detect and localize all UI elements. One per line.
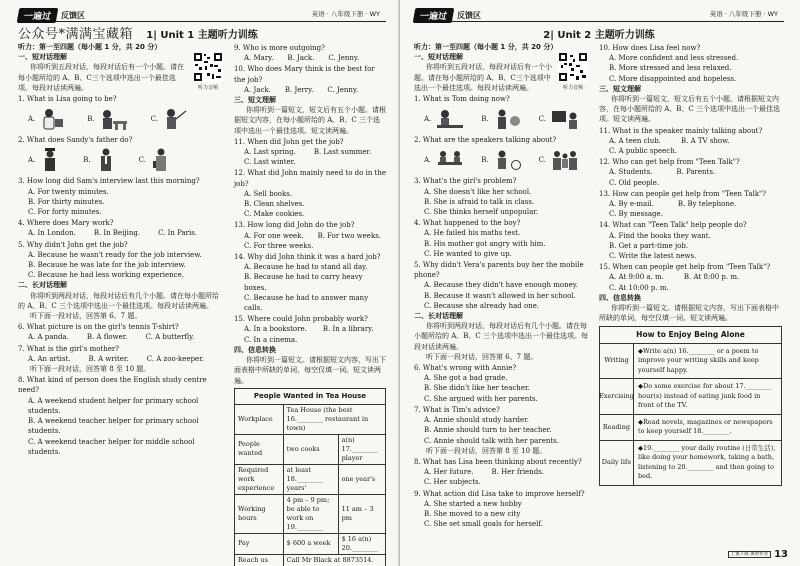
table-cell: People wanted [234, 434, 283, 464]
qr-code-icon [558, 52, 588, 82]
option[interactable]: A. A panda. [28, 333, 69, 342]
option-row [234, 85, 386, 95]
businessman-icon[interactable] [95, 147, 117, 173]
option[interactable]: A. Last spring. [243, 148, 296, 157]
question-9: 9. Who is more outgoing? [233, 44, 325, 52]
box-label: Reading [600, 415, 634, 440]
table-cell[interactable]: a(n) 17.________ player [338, 434, 385, 464]
option[interactable]: B. A flower. [86, 333, 128, 342]
option[interactable]: B. At 8:00 p. m. [683, 273, 740, 282]
question-12: 12. Who can get help from "Teen Talk"? [599, 158, 740, 167]
option[interactable]: B. Annie should turn to her teacher. [424, 426, 552, 435]
option[interactable]: A. A weekend student helper for primary school students. [28, 396, 199, 415]
tv-watching-icon[interactable] [550, 107, 580, 131]
option[interactable]: C. She thinks herself unpopular. [424, 208, 539, 217]
question-10: 10. How does Lisa feel now? [599, 44, 701, 52]
option[interactable]: B. Because he was late for the job interview. [28, 261, 186, 270]
part2-intro: 你将听到两段对话，每段对话后有几个小题。请在每小题所给的 A、B、C 三个选项中选出一个最佳选项。每段对话读两遍。 [18, 291, 219, 310]
option[interactable]: C. She argued with her parents. [424, 394, 538, 403]
option-letter: B. [481, 115, 489, 124]
option[interactable]: C. Because she already had one. [424, 301, 540, 310]
box-row [600, 344, 781, 380]
question-7: 7. What is Tim's advice? [414, 405, 500, 414]
part2-note: 听下面一段对话，回答第 6、7 题。 [30, 312, 142, 321]
option[interactable]: A. Students. [609, 168, 653, 177]
option[interactable]: C. Last winter. [243, 158, 296, 167]
part2-note: 听下面一段对话，回答第 8 至 10 题。 [30, 365, 151, 374]
question-7: 7. What is the girl's mother? [18, 344, 120, 353]
question-13: 13. How long did John do the job? [233, 221, 355, 230]
question-8: 8. What has Lisa been thinking about recently? [414, 457, 582, 466]
option[interactable]: B. She is afraid to talk in class. [424, 197, 535, 206]
option-letter: A. [28, 156, 36, 165]
handwritten-note: 公众号*满满宝藏箱 [18, 27, 134, 42]
question-11: 11. When did John get the job? [233, 137, 344, 146]
table-cell: Reach us [234, 554, 283, 566]
option[interactable]: A. For one week. [243, 231, 304, 240]
table-cell: $ 600 a week [283, 533, 338, 554]
box-label: Daily life [600, 441, 634, 485]
part2-note: 听下面一段对话，回答第 6、7 题。 [426, 352, 538, 361]
question-2: 2. What does Sandy's father do? [18, 136, 133, 145]
box-title: How to Enjoy Being Alone [600, 327, 781, 344]
box-label: Writing [600, 344, 634, 379]
option[interactable]: A. An artist. [28, 354, 71, 363]
option[interactable]: C. Her subjects. [424, 478, 481, 487]
option[interactable]: C. More disappointed and hopeless. [609, 74, 737, 83]
table-cell: 11 am – 3 pm [338, 494, 385, 533]
qr-code[interactable] [557, 52, 589, 92]
option[interactable]: B. Parents. [676, 168, 716, 177]
option-letter: C. [538, 156, 546, 165]
option[interactable]: C. At 10:00 p. m. [609, 283, 669, 292]
part2-heading: 二、长对话理解 [414, 312, 463, 321]
option[interactable]: B. Clean shelves. [243, 200, 305, 209]
part2-heading: 二、长对话理解 [18, 281, 67, 290]
question-4: 4. What happened to the boy? [414, 219, 521, 228]
option[interactable]: A. Jack. [243, 85, 271, 94]
box-row [600, 379, 781, 415]
table-row [234, 434, 385, 464]
table-row [234, 464, 385, 494]
qr-code-icon [193, 52, 223, 82]
table-row [234, 554, 385, 566]
brand-zone: 反馈区 [457, 11, 482, 20]
brand-pill: 一遍过 [17, 8, 59, 23]
option-row [18, 332, 224, 342]
part3-heading: 三、短文理解 [599, 84, 641, 93]
brand-logo [18, 8, 85, 23]
left-column-2 [234, 42, 386, 566]
option[interactable]: A. In a bookstore. [243, 325, 307, 334]
option[interactable]: B. She didn't like her teacher. [424, 384, 530, 393]
option-letter: C. [138, 156, 146, 165]
question-5: 5. Why didn't Vera's parents buy her the mobile phone? [414, 261, 584, 280]
part2-note: 听下面一段对话，回答第 8 至 10 题。 [426, 446, 547, 455]
option-letter: C. [538, 115, 546, 124]
option-row [234, 324, 386, 334]
option[interactable]: B. More stressed and less relaxed. [609, 64, 732, 73]
table-cell: Working hours [234, 494, 283, 533]
option[interactable]: B. A writer. [88, 354, 129, 363]
question-1: 1. What is Tom doing now? [414, 95, 510, 104]
option[interactable]: A. Because they didn't have enough money. [424, 281, 579, 290]
right-column-1 [414, 42, 589, 529]
right-titlebar [414, 25, 784, 40]
option[interactable]: C. A zoo-keeper. [146, 354, 204, 363]
table-row [234, 404, 385, 434]
option[interactable]: A. Sell books. [243, 189, 293, 198]
option[interactable]: B. In Beijing. [93, 229, 141, 238]
option[interactable]: C. Make cookies. [243, 210, 305, 219]
brand-pill: 一遍过 [413, 8, 455, 23]
option[interactable]: C. Jenny. [327, 85, 359, 94]
left-titlebar [18, 25, 386, 40]
family-icon[interactable] [550, 148, 580, 172]
option[interactable]: C. A weekend teacher helper for middle school students. [28, 437, 195, 456]
qr-label: 听力音频 [562, 85, 583, 92]
part3-heading: 三、短文理解 [233, 96, 276, 105]
question-15: 15. When can people get help from "Teen Talk"? [599, 263, 771, 272]
option[interactable]: C. Jenny. [328, 54, 360, 63]
right-page [400, 0, 800, 566]
table-cell: two cooks [283, 434, 338, 464]
sports-icon[interactable] [493, 148, 523, 172]
question-6: 6. What's wrong with Annie? [414, 364, 517, 373]
table-cell[interactable]: Tea House (the best 16.________ restaurant in town) [283, 404, 385, 434]
table-cell: Pay [234, 533, 283, 554]
option[interactable]: A. In London. [28, 229, 76, 238]
qr-code[interactable] [192, 52, 224, 92]
brand-zone: 反馈区 [61, 11, 86, 20]
table-cell: one year's [338, 464, 385, 494]
teacher-icon[interactable] [162, 107, 188, 131]
option[interactable]: B. Jack. [287, 54, 315, 63]
option[interactable]: A. He failed his maths test. [424, 229, 521, 238]
page-title: 1| Unit 1 主题听力训练 [146, 30, 258, 41]
option[interactable]: A. A teen club. [609, 136, 661, 145]
info-table [234, 388, 386, 566]
option[interactable]: C. Because he had less working experience. [28, 271, 184, 280]
mini-label: 上课下载 课时作业 [728, 551, 771, 558]
option-row [234, 231, 386, 241]
option-row [599, 272, 782, 282]
q2-pictures [18, 147, 224, 173]
part1-intro: 你将听到五段对话，每段对话后有一个小题。请在每小题所给的 A、B、C三个选项中选出一个最佳选项。每段对话读两遍。 [18, 63, 184, 92]
table-cell: Required work experience [234, 464, 283, 494]
table-row [234, 533, 385, 554]
part4-intro: 你将听到一篇短文。请根据短文内容，写出下面表格中所缺的单词，每空仅填一词。短文读两遍。 [599, 304, 779, 323]
option[interactable]: B. Her friends. [491, 468, 545, 477]
question-14: 14. What can "Teen Talk" help people do? [599, 221, 747, 230]
question-11: 11. What is the speaker mainly talking about? [599, 126, 763, 135]
option[interactable]: A. She started a new hobby [424, 499, 522, 508]
brand-logo [414, 8, 481, 23]
option[interactable]: A. Because he wasn't ready for the job interview. [28, 250, 202, 259]
option[interactable]: C. A butterfly. [145, 333, 195, 342]
option[interactable]: B. A weekend teacher helper for primary school students. [28, 417, 199, 436]
option[interactable]: A. Annie should study harder. [424, 416, 529, 425]
option[interactable]: C. She set small goals for herself. [424, 520, 543, 529]
box-text[interactable]: ◆19.________ your daily routine (日常生活), like doing your homework, taking a bath, listening to 20.________ and then going to bed. [638, 443, 776, 481]
option-letter: A. [424, 115, 432, 124]
option[interactable]: A. Mary. [243, 54, 274, 63]
part1-intro: 你将听到五段对话，每段对话后有一个小题。请在每小题所给的 A、B、C三个选项中选出一个最佳选项。每段对话读两遍。 [414, 63, 552, 92]
option[interactable]: B. Because it wasn't allowed in her school. [424, 291, 576, 300]
question-3: 3. How long did Sam's interview last this morning? [18, 177, 200, 186]
question-1: 1. What is Lisa going to be? [18, 95, 117, 104]
part4-intro: 你将听到一篇短文。请根据短文内容，写出下面表格中所缺的单词，每空仅填一词。短文读两遍。 [233, 356, 386, 385]
option[interactable]: B. In a library. [322, 325, 374, 334]
part4-heading: 四、信息转换 [599, 293, 641, 302]
option[interactable]: B. Because he had to carry heavy boxes. [243, 273, 363, 292]
part4-heading: 四、信息转换 [233, 345, 276, 354]
question-9: 9. What action did Lisa take to improve herself? [414, 489, 585, 498]
box-row [600, 415, 781, 441]
option[interactable]: C. A public speech. [609, 147, 677, 156]
course-label: 英语 · 八年级下册 · WY [311, 10, 380, 18]
table-cell[interactable]: at least 18.________ years' [283, 464, 338, 494]
right-column-2 [599, 42, 782, 529]
option[interactable]: B. Last summer. [313, 148, 372, 157]
table-cell[interactable]: $ 16 a(n) 20.________ [338, 533, 385, 554]
homework-desk-icon[interactable] [435, 107, 465, 131]
part1-heading: 一、短对话理解 [414, 53, 463, 62]
box-text[interactable]: ◆Write a(n) 16.________ or a poem to improve your writing skills and keep yourself happy. [638, 346, 759, 374]
option[interactable]: A. She got a bad grade. [424, 374, 508, 383]
question-14: 14. Why did John think it was a hard job? [233, 253, 381, 262]
option-letter: B. [83, 156, 91, 165]
table-cell: Workplace [234, 404, 283, 434]
left-header [18, 8, 386, 22]
option[interactable]: C. In a cinema. [243, 335, 298, 344]
meeting-icon[interactable] [435, 148, 465, 172]
option-row [18, 354, 224, 364]
question-10: 10. Who does Mary think is the best for the job? [233, 65, 375, 84]
box-row [600, 441, 781, 485]
option[interactable]: B. A TV show. [681, 136, 730, 145]
option-row [234, 147, 386, 157]
option[interactable]: B. Get a part-time job. [609, 241, 689, 250]
question-8: 8. What kind of person does the English study centre need? [18, 376, 207, 395]
option-row [414, 467, 589, 477]
section-heading: 听力：第一至四题（每小题 1 分，共 20 分） [18, 43, 162, 51]
option-letter: C. [150, 115, 158, 124]
box-text[interactable]: ◆Do some exercise for about 17.________ hour(s) instead of eating junk food in front of the TV. [638, 382, 772, 410]
page-number [728, 549, 788, 560]
option[interactable]: C. In Paris. [158, 229, 198, 238]
option[interactable]: A. For twenty minutes. [28, 187, 109, 196]
option-row [599, 136, 782, 146]
option[interactable]: C. For three weeks. [243, 241, 314, 250]
option[interactable]: A. More confident and less stressed. [609, 54, 739, 63]
option[interactable]: A. Find the books they want. [609, 231, 711, 240]
part3-intro: 你将听到一篇短文，短文后有五个小题。请根据短文内容，在每小题所给的 A、B、C 三个选项中选出一个最佳选项。短文读两遍。 [599, 95, 781, 124]
question-15: 15. Where could John probably work? [233, 315, 368, 324]
part3-intro: 你将听到一篇短文，短文后有五个小题。请根据短文内容，在每小题所给的 A、B、C 三个选项中选出一个最佳选项。短文读两遍。 [233, 106, 386, 135]
option-letter: A. [28, 115, 36, 124]
option[interactable]: A. By e-mail. [609, 200, 654, 209]
option[interactable]: A. She doesn't like her school. [424, 187, 532, 196]
question-13: 13. How can people get help from "Teen Talk"? [599, 189, 767, 198]
box-label: Exercising [600, 379, 634, 414]
option-row [18, 228, 224, 238]
police-icon[interactable] [39, 147, 61, 173]
table-cell: Call Mr Black at 8873514. [283, 554, 385, 566]
question-5: 5. Why didn't John get the job? [18, 240, 128, 249]
question-2: 2. What are the speakers talking about? [414, 136, 557, 145]
option-row [234, 53, 386, 63]
option-letter: B. [87, 115, 95, 124]
option[interactable]: C. Write the latest news. [609, 252, 697, 261]
option-letter: B. [481, 156, 489, 165]
playing-icon[interactable] [493, 107, 523, 131]
option[interactable]: C. Old people. [609, 178, 660, 187]
option[interactable]: A. Because he had to stand all day. [243, 263, 368, 272]
option[interactable]: A. At 9:00 a. m. [609, 273, 664, 282]
table-title: People Wanted in Tea House [234, 388, 385, 404]
doctor-icon[interactable] [39, 107, 65, 131]
question-12: 12. What did John mainly need to do in the job? [233, 169, 387, 188]
option[interactable]: B. Jerry. [284, 85, 314, 94]
cook-icon[interactable] [99, 107, 129, 131]
option[interactable]: C. Because he had to answer many calls. [243, 293, 369, 313]
q1-pictures [18, 106, 224, 132]
worker-icon[interactable] [150, 147, 172, 173]
option-row [599, 167, 782, 177]
part2-intro: 你将听到两段对话，每段对话后有几个小题。请在每小题所给的 A、B、C 三个选项中选出一个最佳选项。每段对话读两遍。 [414, 322, 589, 351]
page-title: 2| Unit 2 主题听力训练 [543, 30, 655, 41]
question-4: 4. Where does Mary work? [18, 219, 114, 228]
option-letter: A. [424, 156, 432, 165]
option[interactable]: C. For forty minutes. [28, 208, 102, 217]
section-heading: 听力：第一至四题（每小题 1 分，共 20 分） [414, 43, 558, 51]
question-6: 6. What picture is on the girl's tennis T-shirt? [18, 323, 179, 332]
option[interactable]: C. Annie should talk with her parents. [424, 436, 559, 445]
option-row [599, 199, 782, 209]
box-text[interactable]: ◆Read novels, magazines or newspapers to keep yourself 18.________. [638, 417, 773, 436]
right-header [414, 8, 784, 22]
part1-heading: 一、短对话理解 [18, 53, 67, 62]
option[interactable]: B. For two weeks. [317, 231, 382, 240]
option[interactable]: C. By message. [609, 210, 663, 219]
option[interactable]: B. By telephone. [677, 200, 737, 209]
left-column-1 [18, 42, 224, 566]
option[interactable]: C. He wanted to give up. [424, 249, 512, 258]
page-number-value: 13 [774, 549, 788, 560]
option[interactable]: A. Her future. [424, 468, 474, 477]
question-3: 3. What's the girl's problem? [414, 177, 517, 186]
table-cell[interactable]: 4 pm – 9 pm; be able to work on 19.________ [283, 494, 338, 533]
course-label: 英语 · 八年级下册 · WY [709, 10, 778, 18]
info-box [599, 326, 782, 486]
q1-pictures [414, 106, 589, 132]
q2-pictures [414, 147, 589, 173]
qr-label: 听力音频 [197, 85, 218, 92]
option[interactable]: B. She moved to a new city [424, 509, 521, 518]
option[interactable]: B. For thirty minutes. [28, 197, 105, 206]
table-row [234, 494, 385, 533]
option[interactable]: B. His mother got angry with him. [424, 239, 546, 248]
